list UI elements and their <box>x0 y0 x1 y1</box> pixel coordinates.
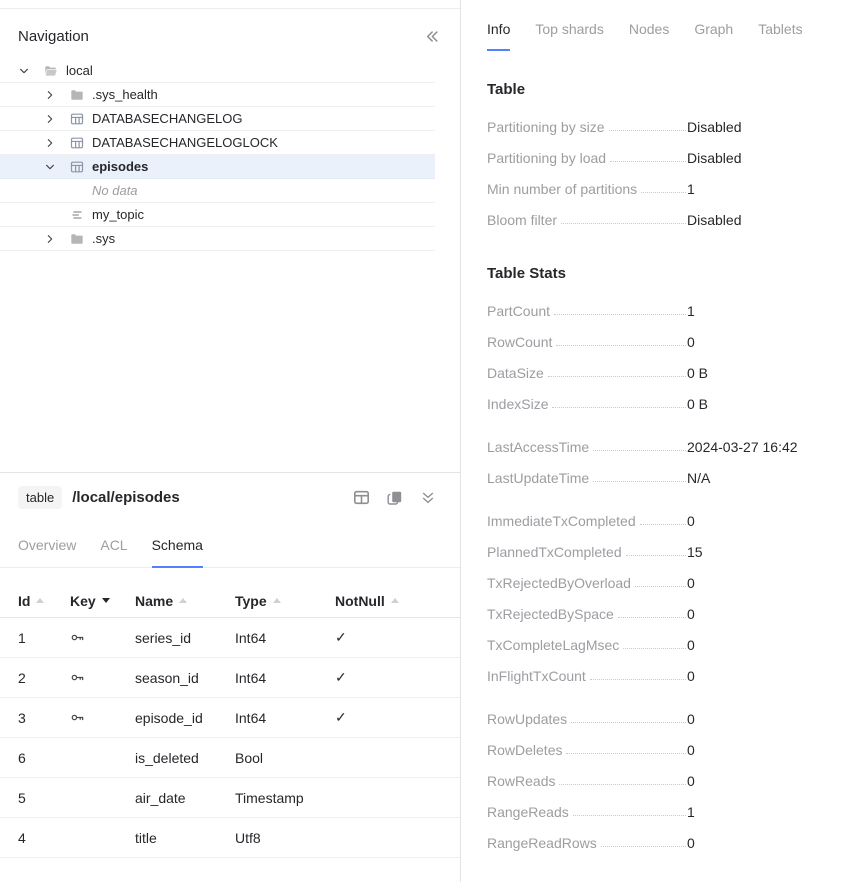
info-row-left <box>487 303 687 319</box>
info-group <box>487 111 831 235</box>
info-value: 0 <box>687 741 695 758</box>
tab-info[interactable]: Info <box>487 21 510 51</box>
column-header-type[interactable] <box>235 593 335 609</box>
dotted-leader <box>593 481 686 482</box>
object-panel <box>0 472 460 882</box>
tree-item-local[interactable] <box>0 59 435 83</box>
cell-type: Int64 <box>235 709 267 726</box>
table-row-is-deleted <box>0 738 460 778</box>
table-icon <box>70 160 92 174</box>
info-value: 15 <box>687 543 703 560</box>
info-row-left <box>487 575 687 591</box>
info-row-rowupdates <box>487 703 831 734</box>
tree-item-label: .sys <box>92 231 116 246</box>
cell-id: 6 <box>18 749 26 766</box>
info-row-inflighttxcount <box>487 660 831 691</box>
info-row-lastaccesstime <box>487 431 831 462</box>
dotted-leader <box>626 555 686 556</box>
dotted-leader <box>590 679 686 680</box>
tree-item-my-topic[interactable] <box>0 203 435 227</box>
info-value: 0 <box>687 605 695 622</box>
dotted-leader <box>552 407 686 408</box>
tree-item-label: .sys_health <box>92 87 158 102</box>
tab-nodes[interactable]: Nodes <box>628 21 670 37</box>
chevron-down-icon[interactable] <box>44 161 70 173</box>
info-row-partitioning-by-load <box>487 142 831 173</box>
copy-icon[interactable] <box>387 490 403 506</box>
tree-item-databasechangeloglock[interactable] <box>0 131 435 155</box>
column-header-notnull[interactable] <box>335 593 460 609</box>
dotted-leader <box>618 617 686 618</box>
cell-id: 1 <box>18 629 26 646</box>
info-label: ImmediateTxCompleted <box>487 512 636 529</box>
dotted-leader <box>609 130 686 131</box>
info-row-txcompletelagmsec <box>487 629 831 660</box>
info-row-indexsize <box>487 388 831 419</box>
table-view-icon[interactable] <box>353 489 370 506</box>
info-tabs <box>487 0 831 51</box>
info-row-left <box>487 606 687 622</box>
dotted-leader <box>641 192 686 193</box>
dotted-leader <box>640 524 686 525</box>
tab-acl[interactable]: ACL <box>100 537 128 553</box>
info-row-txrejectedbyoverload <box>487 567 831 598</box>
object-tabs <box>0 522 460 568</box>
info-value: 1 <box>687 803 695 820</box>
tree-item-no-data[interactable] <box>0 179 435 203</box>
collapse-panel-icon[interactable] <box>423 28 440 45</box>
column-header-key[interactable] <box>70 593 135 609</box>
info-row-left <box>487 365 687 381</box>
column-header-label: Name <box>135 592 174 609</box>
cell-id: 3 <box>18 709 26 726</box>
topic-icon <box>70 208 92 222</box>
info-row-rowreads <box>487 765 831 796</box>
key-icon <box>70 630 135 645</box>
info-row-left <box>487 181 687 197</box>
info-row-rangereadrows <box>487 827 831 858</box>
tab-tablets[interactable]: Tablets <box>758 21 803 37</box>
info-value: N/A <box>687 469 711 486</box>
chevron-right-icon[interactable] <box>44 113 70 125</box>
info-value: 0 B <box>687 395 709 412</box>
info-label: RowUpdates <box>487 710 568 727</box>
info-label: RowDeletes <box>487 741 563 758</box>
dotted-leader <box>566 753 686 754</box>
object-path: /local/episodes <box>72 489 180 506</box>
cell-type: Timestamp <box>235 789 304 806</box>
sort-asc-icon <box>36 598 44 603</box>
tab-schema[interactable]: Schema <box>152 522 203 568</box>
schema-table-header <box>0 584 460 618</box>
folder-icon <box>70 232 92 246</box>
info-value: 0 <box>687 574 695 591</box>
navigation-header <box>0 9 460 59</box>
navigation-title: Navigation <box>18 28 89 45</box>
info-row-min-number-of-partitions <box>487 173 831 204</box>
section-title-table: Table <box>487 81 526 98</box>
sort-asc-icon <box>179 598 187 603</box>
object-header <box>0 473 460 522</box>
info-label: RowReads <box>487 772 556 789</box>
info-label: Partitioning by load <box>487 149 607 166</box>
dotted-leader <box>573 815 686 816</box>
info-row-txrejectedbyspace <box>487 598 831 629</box>
tree-item-label: No data <box>92 183 138 198</box>
cell-type: Utf8 <box>235 829 261 846</box>
nav-tree <box>0 59 435 251</box>
tree-item-databasechangelog[interactable] <box>0 107 435 131</box>
info-row-left <box>487 212 687 228</box>
info-row-left <box>487 711 687 727</box>
info-label: PlannedTxCompleted <box>487 543 622 560</box>
info-label: LastAccessTime <box>487 438 590 455</box>
info-label: Bloom filter <box>487 211 558 228</box>
info-row-partitioning-by-size <box>487 111 831 142</box>
dotted-leader <box>635 586 686 587</box>
schema-table-body <box>0 618 460 858</box>
info-row-left <box>487 637 687 653</box>
cell-name: episode_id <box>135 709 203 726</box>
double-chevron-down-icon[interactable] <box>420 490 436 506</box>
column-header-label: Key <box>70 592 96 609</box>
info-value: 0 <box>687 636 695 653</box>
info-row-left <box>487 835 687 851</box>
info-sections <box>487 81 831 858</box>
cell-id: 4 <box>18 829 26 846</box>
info-label: RangeReads <box>487 803 569 820</box>
chevron-right-icon[interactable] <box>44 89 70 101</box>
info-row-left <box>487 396 687 412</box>
sort-asc-icon <box>273 598 281 603</box>
tree-item-label: DATABASECHANGELOGLOCK <box>92 135 278 150</box>
key-icon <box>70 710 135 725</box>
dotted-leader <box>561 223 686 224</box>
info-value: 0 <box>687 512 695 529</box>
info-label: TxRejectedByOverload <box>487 574 631 591</box>
dotted-leader <box>548 376 686 377</box>
dotted-leader <box>559 784 686 785</box>
chevron-right-icon[interactable] <box>44 233 70 245</box>
info-label: InFlightTxCount <box>487 667 586 684</box>
info-row-left <box>487 513 687 529</box>
table-row-season-id <box>0 658 460 698</box>
info-row-plannedtxcompleted <box>487 536 831 567</box>
info-row-left <box>487 439 687 455</box>
info-row-datasize <box>487 357 831 388</box>
table-row-episode-id <box>0 698 460 738</box>
dotted-leader <box>554 314 686 315</box>
info-value: 1 <box>687 180 695 197</box>
info-value: 0 <box>687 667 695 684</box>
info-row-left <box>487 773 687 789</box>
cell-id: 5 <box>18 789 26 806</box>
info-label: RowCount <box>487 333 553 350</box>
cell-name: series_id <box>135 629 192 646</box>
info-group <box>487 431 831 493</box>
info-row-partcount <box>487 295 831 326</box>
tree-item-label: episodes <box>92 159 149 174</box>
chevron-right-icon[interactable] <box>44 137 70 149</box>
info-panel <box>461 0 851 882</box>
info-row-rowdeletes <box>487 734 831 765</box>
info-row-rowcount <box>487 326 831 357</box>
info-value: 0 B <box>687 364 709 381</box>
info-row-rangereads <box>487 796 831 827</box>
tree-item-episodes[interactable] <box>0 155 435 179</box>
tree-item-sys-health[interactable] <box>0 83 435 107</box>
info-row-immediatetxcompleted <box>487 505 831 536</box>
table-icon <box>70 136 92 150</box>
section-title-table-stats: Table Stats <box>487 265 566 282</box>
info-group <box>487 295 831 419</box>
info-row-left <box>487 742 687 758</box>
key-icon <box>70 670 135 685</box>
info-row-bloom-filter <box>487 204 831 235</box>
cell-id: 2 <box>18 669 26 686</box>
info-value: 0 <box>687 710 695 727</box>
info-label: IndexSize <box>487 395 549 412</box>
info-group <box>487 505 831 691</box>
info-label: RangeReadRows <box>487 834 597 851</box>
cell-type: Int64 <box>235 629 267 646</box>
table-row-title <box>0 818 460 858</box>
info-label: DataSize <box>487 364 544 381</box>
info-value: 1 <box>687 302 695 319</box>
table-row-series-id <box>0 618 460 658</box>
info-label: Partitioning by size <box>487 118 605 135</box>
object-type-badge: table <box>18 486 62 509</box>
info-value: 0 <box>687 333 695 350</box>
info-value: Disabled <box>687 118 742 135</box>
column-header-label: Id <box>18 592 31 609</box>
checkmark-icon: ✓ <box>335 709 347 725</box>
navigation-panel <box>0 8 460 472</box>
info-row-left <box>487 668 687 684</box>
column-header-label: NotNull <box>335 592 385 609</box>
cell-name: is_deleted <box>135 749 199 766</box>
tree-item-label: DATABASECHANGELOG <box>92 111 243 126</box>
column-header-id[interactable] <box>18 593 70 609</box>
info-label: TxCompleteLagMsec <box>487 636 620 653</box>
sort-asc-icon <box>391 598 399 603</box>
dotted-leader <box>623 648 686 649</box>
checkmark-icon: ✓ <box>335 669 347 685</box>
info-label: LastUpdateTime <box>487 469 590 486</box>
cell-name: air_date <box>135 789 186 806</box>
info-label: Min number of partitions <box>487 180 638 197</box>
info-label: TxRejectedBySpace <box>487 605 614 622</box>
cell-name: title <box>135 829 157 846</box>
info-row-left <box>487 119 687 135</box>
info-row-left <box>487 470 687 486</box>
info-row-lastupdatetime <box>487 462 831 493</box>
info-group <box>487 703 831 858</box>
chevron-down-icon[interactable] <box>18 65 44 77</box>
info-row-left <box>487 544 687 560</box>
tab-top-shards[interactable]: Top shards <box>535 21 604 37</box>
tree-item-label: my_topic <box>92 207 145 222</box>
tab-graph[interactable]: Graph <box>694 21 734 37</box>
dotted-leader <box>593 450 686 451</box>
info-value: 0 <box>687 772 695 789</box>
object-actions <box>353 489 436 506</box>
info-value: Disabled <box>687 211 742 228</box>
folder-open-icon <box>44 64 66 78</box>
info-value: 2024-03-27 16:42 <box>687 438 798 455</box>
cell-name: season_id <box>135 669 199 686</box>
tree-item-label: local <box>66 63 93 78</box>
info-row-left <box>487 804 687 820</box>
cell-type: Int64 <box>235 669 267 686</box>
tree-item-sys[interactable] <box>0 227 435 251</box>
schema-table <box>0 584 460 858</box>
dotted-leader <box>571 722 686 723</box>
sort-desc-icon <box>102 598 110 603</box>
dotted-leader <box>610 161 686 162</box>
info-row-left <box>487 334 687 350</box>
info-value: Disabled <box>687 149 742 166</box>
info-value: 0 <box>687 834 695 851</box>
dotted-leader <box>556 345 686 346</box>
table-icon <box>70 112 92 126</box>
info-label: PartCount <box>487 302 551 319</box>
checkmark-icon: ✓ <box>335 629 347 645</box>
folder-icon <box>70 88 92 102</box>
dotted-leader <box>601 846 686 847</box>
tab-overview[interactable]: Overview <box>18 537 77 553</box>
table-row-air-date <box>0 778 460 818</box>
cell-type: Bool <box>235 749 264 766</box>
column-header-label: Type <box>235 592 267 609</box>
info-row-left <box>487 150 687 166</box>
column-header-name[interactable] <box>135 593 235 609</box>
